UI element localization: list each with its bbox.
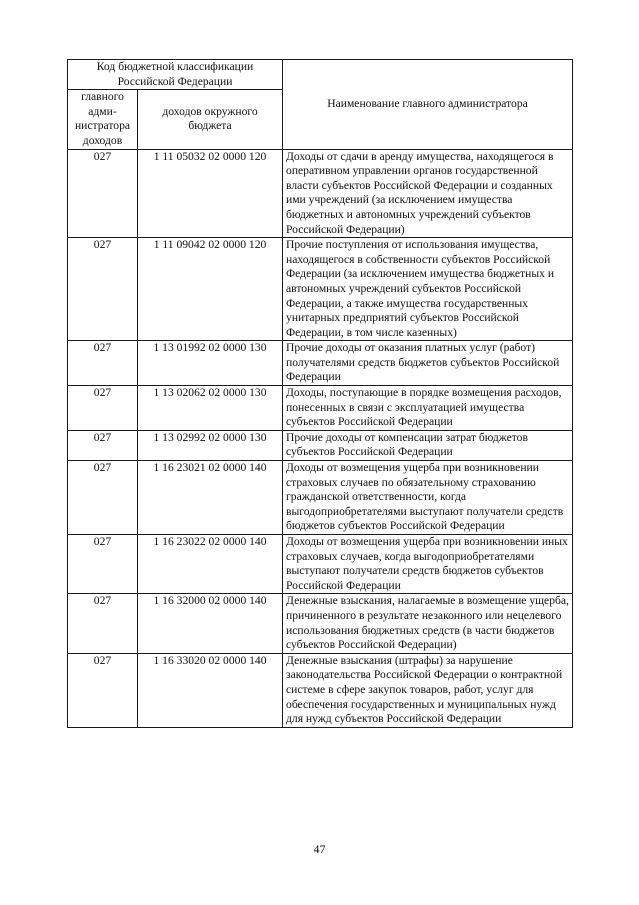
income-code-cell: 1 13 01992 02 0000 130 [138, 341, 283, 386]
administrator-code-cell: 027 [68, 341, 138, 386]
table-row [68, 341, 573, 386]
income-code-cell: 1 11 09042 02 0000 120 [138, 238, 283, 341]
income-code-cell: 1 13 02992 02 0000 130 [138, 430, 283, 460]
administrator-name-cell: Доходы, поступающие в порядке возмещения расходов, понесенных в связи с эксплуатацией имущества субъектов Российской Федерации [283, 386, 573, 431]
administrator-name-cell: Денежные взыскания (штрафы) за нарушение законодательства Российской Федерации о контрактной системе в сфере закупок товаров, работ, услуг для обеспечения государственных и муниципальных нужд для нужд субъектов Российской Федерации [283, 653, 573, 727]
table-row [68, 461, 573, 535]
header-main-administrator: главного адми-нистратора доходов [68, 90, 138, 149]
income-code-cell: 1 13 02062 02 0000 130 [138, 386, 283, 431]
table-row [68, 535, 573, 594]
administrator-code-cell: 027 [68, 149, 138, 238]
header-row-group [68, 60, 573, 90]
income-code-cell: 1 11 05032 02 0000 120 [138, 149, 283, 238]
administrator-code-cell: 027 [68, 653, 138, 727]
administrator-code-cell: 027 [68, 238, 138, 341]
administrator-code-cell: 027 [68, 535, 138, 594]
table-row [68, 149, 573, 238]
administrator-name-cell: Прочие поступления от использования имущества, находящегося в собственности субъектов Российской Федерации (за исключением имущества бюджетных и автономных учреждений субъектов Российской Федерации, а также имущества государственных унитарных предприятий субъектов Российской Федерации, в том числе казенных) [283, 238, 573, 341]
administrator-name-cell: Прочие доходы от оказания платных услуг (работ) получателями средств бюджетов субъектов Российской Федерации [283, 341, 573, 386]
income-code-cell: 1 16 32000 02 0000 140 [138, 594, 283, 653]
table-body [68, 149, 573, 727]
header-administrator-name: Наименование главного администратора [283, 60, 573, 150]
table-row [68, 594, 573, 653]
table-row [68, 386, 573, 431]
table-header [68, 60, 573, 150]
income-code-cell: 1 16 23022 02 0000 140 [138, 535, 283, 594]
table-row [68, 238, 573, 341]
income-code-cell: 1 16 23021 02 0000 140 [138, 461, 283, 535]
table-row [68, 653, 573, 727]
administrator-code-cell: 027 [68, 386, 138, 431]
administrator-name-cell: Доходы от возмещения ущерба при возникновении иных страховых случаев, когда выгодоприобретателями выступают получатели средств бюджетов субъектов Российской Федерации [283, 535, 573, 594]
administrator-name-cell: Доходы от сдачи в аренду имущества, находящегося в оперативном управлении органов государственной власти субъектов Российской Федерации и созданных ими учреждений (за исключением имущества бюджетных и автономных учреждений субъектов Российской Федерации) [283, 149, 573, 238]
header-classification-code: Код бюджетной классификации Российской Федерации [68, 60, 283, 90]
administrator-name-cell: Прочие доходы от компенсации затрат бюджетов субъектов Российской Федерации [283, 430, 573, 460]
budget-classification-table [67, 59, 573, 728]
administrator-code-cell: 027 [68, 594, 138, 653]
administrator-code-cell: 027 [68, 430, 138, 460]
table-row [68, 430, 573, 460]
administrator-name-cell: Денежные взыскания, налагаемые в возмещение ущерба, причиненного в результате незаконного или нецелевого использования бюджетных средств (в части бюджетов субъектов Российской Федерации) [283, 594, 573, 653]
administrator-name-cell: Доходы от возмещения ущерба при возникновении страховых случаев по обязательному страхованию гражданской ответственности, когда выгодоприобретателями выступают получатели средств бюджетов субъектов Российской Федерации [283, 461, 573, 535]
header-district-budget-income: доходов окружного бюджета [138, 90, 283, 149]
page-number: 47 [313, 842, 326, 856]
income-code-cell: 1 16 33020 02 0000 140 [138, 653, 283, 727]
administrator-code-cell: 027 [68, 461, 138, 535]
